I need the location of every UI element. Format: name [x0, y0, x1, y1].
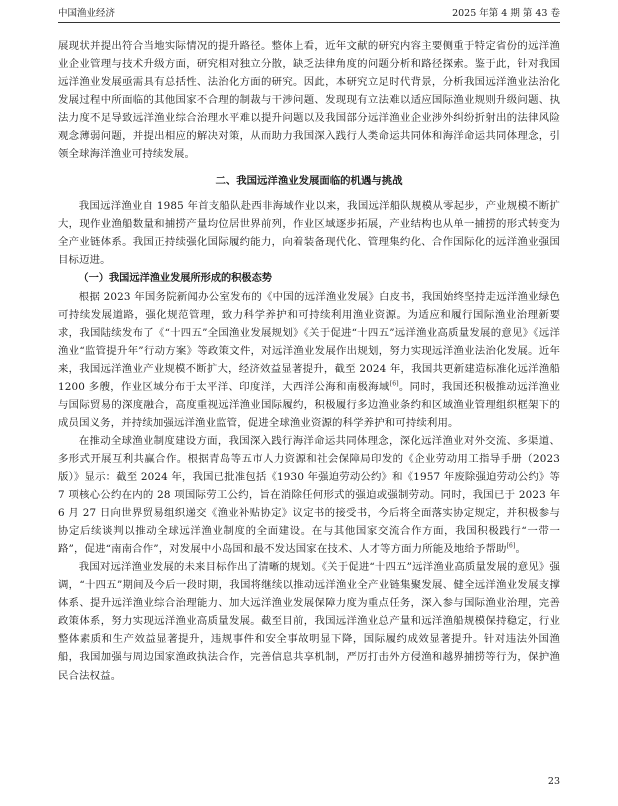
citation-ref: [6]: [389, 380, 399, 388]
article-body: [58, 37, 560, 685]
paragraph-white-paper: [58, 288, 560, 432]
paragraph-global-governance: [58, 432, 560, 558]
citation-ref: [6]: [506, 542, 516, 550]
paragraph-text: 。同时，我国还积极推动远洋渔业与国际贸易的深度融合，高度重视远洋渔业国际履约，积极履行多边渔业条约和区域渔业管理组织框架下的成员国义务，并持续加强远洋渔业监管，促进全球渔业资源的科学养护和可持续利用。: [58, 380, 560, 429]
page-number: 23: [547, 776, 560, 787]
paragraph-text: 根据 2023 年国务院新闻办公室发布的《中国的远洋渔业发展》白皮书，我国始终坚持走远洋渔业绿色可持续发展道路，强化规范管理，致力科学养护和可持续利用渔业资源。为适应和履行国际渔业治理新要求，我国陆续发布了《“十四五”全国渔业发展规划》《关于促进“十四五”远洋渔业高质量发展的意见》《远洋渔业“监管提升年”行动方案》等政策文件，对远洋渔业发展作出规划，努力实现远洋渔业法治化发展。近年来，我国远洋渔业产业规模不断扩大，经济效益显著提升，截至 2024 年，我国共更新建造标准化远洋渔船 1200 多艘，作业区域分布于太平洋、印度洋，大西洋公海和南极海域: [58, 290, 560, 393]
journal-name: 中国渔业经济: [58, 8, 116, 19]
running-header: [58, 6, 560, 23]
subsection-heading: （一）我国远洋渔业发展所形成的积极态势: [78, 272, 272, 284]
issue-info: 2025 年第 4 期 第 43 卷: [452, 8, 560, 19]
paragraph-text: 在推动全球渔业制度建设方面，我国深入践行海洋命运共同体理念，深化远洋渔业对外交流、多渠道、多形式开展互利共赢合作。根据青岛等五市人力资源和社会保障局印发的《企业劳动用工指导手册（2023 版）》显示：截至 2024 年，我国已批准包括《1930 年强迫劳动公约》和《1957 年废除强迫劳动公约》等 7 项核心公约在内的 28 项国际劳工公约，旨在消除任何形式的强迫或强制劳动。同时，我国已于 2023 年 6 月 27 日向世界贸易组织递交《渔业补贴协定》议定书的接受书，今后将全面落实协定规定，并积极参与协定后续谈判以推动全球远洋渔业制度的全面建设。在与其他国家交流合作方面，我国积极践行“一带一路”，促进“南南合作”，对发展中小岛国和最不发达国家在技术、人才等方面力所能及地给予帮助: [58, 434, 560, 556]
paragraph-future-goals: 我国对远洋渔业发展的未来目标作出了清晰的规划。《关于促进“十四五”远洋渔业高质量发展的意见》强调，“十四五”期间及今后一段时期，我国将继续以推动远洋渔业全产业链集聚发展、健全远洋渔业发展支撑体系、提升远洋渔业综合治理能力、加大远洋渔业发展保障力度为重点任务，深入参与国际渔业治理，完善政策体系，努力实现远洋渔业高质量发展。截至目前，我国远洋渔业总产量和远洋渔船规模保持稳定，行业整体素质和生产效益显著提升，违规事件和安全事故明显下降，国际履约成效显著提升。针对违法外国渔船，我国加强与周边国家渔政执法合作，完善信息共享机制，严厉打击外方侵渔和越界捕捞等行为，保护渔民合法权益。: [58, 561, 560, 682]
paragraph-overview: 我国远洋渔业自 1985 年首支船队赴西非海域作业以来，我国远洋船队规模从零起步，产业规模不断扩大，现作业渔船数量和捕捞产量均位居世界前列，作业区域逐步拓展，产业结构也从单一捕捞的形式转变为全产业链体系。我国正持续强化国际履约能力，向着装备现代化、管理集约化、合作国际化的远洋渔业强国目标迈进。: [58, 200, 560, 267]
paragraph-text: 。: [515, 543, 527, 556]
section-heading: 二、我国远洋渔业发展面临的机遇与挑战: [215, 175, 403, 188]
paragraph-intro-continued: 展现状并提出符合当地实际情况的提升路径。整体上看，近年文献的研究内容主要侧重于特定省份的远洋渔业企业管理与技术升级方面，研究相对独立分散，缺乏法律角度的问题分析和路径探索。鉴于此，针对我国远洋渔业发展亟需具有总括性、法治化方面的研究。因此，本研究立足时代背景，分析我国远洋渔业法治化发展过程中所面临的其他国家不合理的制裁与干涉问题、发现现有立法难以适应国际渔业规则升级问题、执法力度不足导致远洋渔业综合治理水平难以提升问题以及我国部分远洋渔业企业涉外纠纷折射出的法律风险观念薄弱问题，并提出相应的解决对策，从而助力我国深入践行人类命运共同体和海洋命运共同体理念，引领全球海洋渔业可持续发展。: [58, 40, 560, 161]
